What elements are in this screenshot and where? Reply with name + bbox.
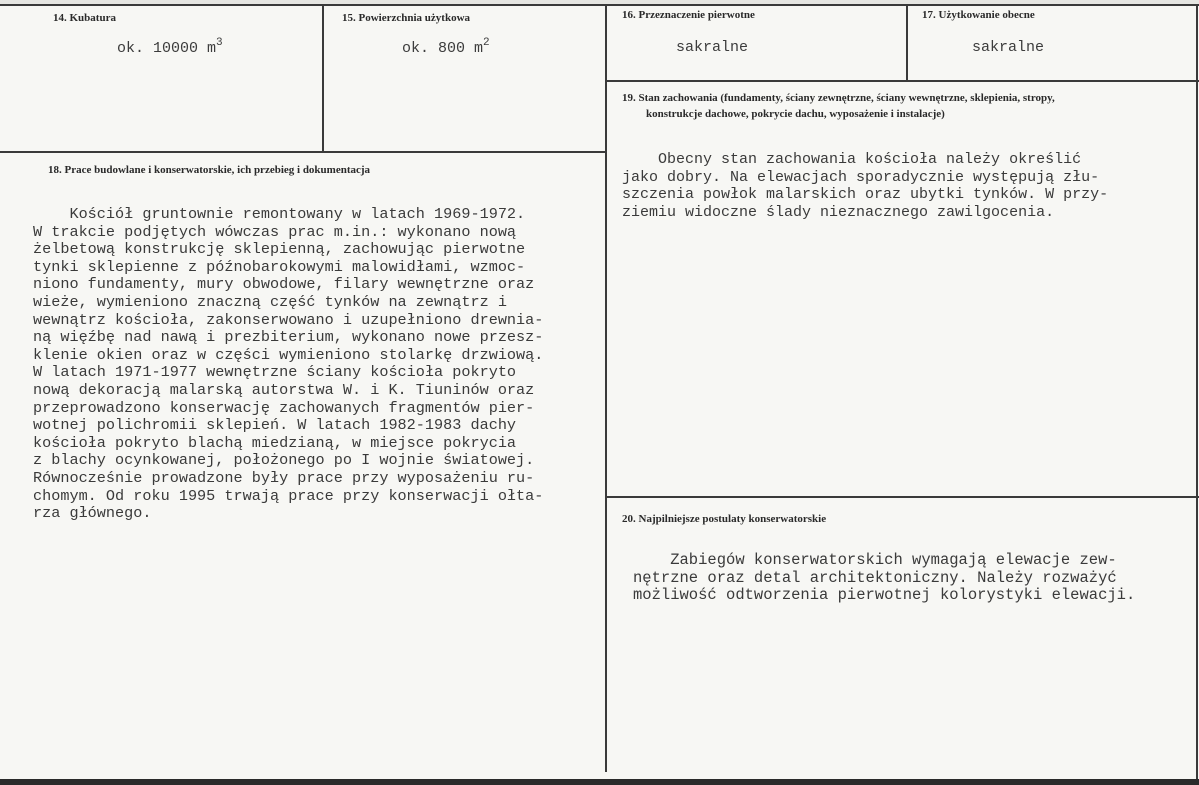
divider-16-17 (906, 4, 908, 81)
field-20-text: Zabiegów konserwatorskich wymagają elewacje zew- nętrzne oraz detal architektoniczny. Należy rozważyć możliwość odtworzenia pierwotnej kolorystyki elewacji. (633, 551, 1136, 605)
field-14-value (117, 37, 223, 57)
field-14-value-text: ok. 10000 m (117, 40, 217, 57)
divider-14-15 (322, 4, 324, 152)
field-15-value-text: ok. 800 m (402, 40, 484, 57)
field-16-label: 16. Przeznaczenie pierwotne (622, 9, 755, 21)
divider-15-16 (605, 4, 607, 772)
right-edge-line (1196, 4, 1198, 779)
field-17-label: 17. Użytkowanie obecne (922, 9, 1035, 21)
field-19-label-cont: konstrukcje dachowe, pokrycie dachu, wyposażenie i instalacje) (646, 108, 945, 120)
field-14-label: 14. Kubatura (53, 12, 116, 24)
field-14-exponent: 3 (216, 37, 223, 49)
field-15-value (402, 37, 490, 57)
bottom-edge-strip (0, 779, 1199, 785)
field-18-text: Kościół gruntownie remontowany w latach 1969-1972. W trakcie podjętych wówczas prac m.in.: wykonano nową żelbetową konstrukcję sklepienną, zachowując pierwotne tynki sklepienne z późnobarokowymi malowidłami, wzmoc- niono fundamenty, mury obwodowe, filary wewnętrzne oraz wieże, wymieniono znaczną część tynków na zewnątrz i wewnątrz kościoła, zakonserwowano i uzupełniono drewnia- ną więźbę nad nawą i prezbiterium, wykonano nowe przesz- klenie okien oraz w części wymieniono stolarkę drzwiową. W latach 1971-1977 wewnętrzne ściany kościoła pokryto nową dekoracją malarską autorstwa W. i K. Tiuninów oraz przeprowadzono konserwację zachowanych fragmentów pier- wotnej polichromii sklepień. W latach 1982-1983 dachy kościoła pokryto blachą miedzianą, w miejsce pokrycia z blachy ocynkowanej, położonego po I wojnie światowej. Równocześnie prowadzone były prace przy wyposażeniu ru- chomym. Od roku 1995 trwają prace przy konserwacji ołta- rza głównego. (33, 205, 544, 523)
divider-above-18 (0, 151, 606, 153)
field-17-value: sakralne (972, 39, 1045, 56)
field-19-label: 19. Stan zachowania (fundamenty, ściany zewnętrzne, ściany wewnętrzne, sklepienia, stropy, (622, 92, 1055, 104)
field-20-label: 20. Najpilniejsze postulaty konserwatorskie (622, 513, 827, 525)
field-19-text: Obecny stan zachowania kościoła należy określić jako dobry. Na elewacjach sporadycznie występują złu- szczenia powłok malarskich oraz ubytki tynków. W przy- ziemiu widoczne ślady nieznacznego zawilgocenia. (622, 151, 1109, 221)
field-15-exponent: 2 (483, 37, 490, 49)
field-18-label: 18. Prace budowlane i konserwatorskie, ich przebieg i dokumentacja (48, 164, 371, 176)
divider-top (0, 4, 1199, 6)
field-15-label: 15. Powierzchnia użytkowa (342, 12, 471, 24)
divider-above-20 (606, 496, 1199, 498)
divider-below-16-17 (606, 80, 1199, 82)
field-16-value: sakralne (676, 39, 749, 56)
